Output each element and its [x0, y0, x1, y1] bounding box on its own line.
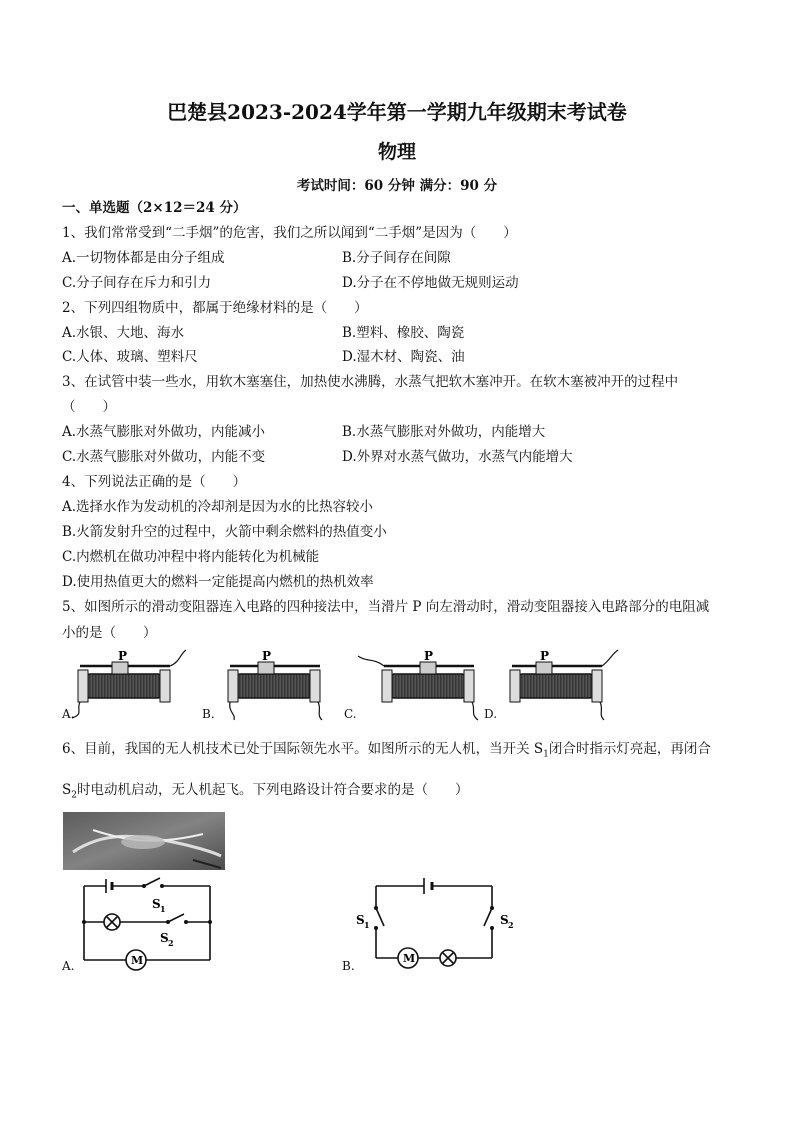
q5-label-a: A.: [62, 707, 75, 721]
q6-stem-text: 6、目前，我国的无人机技术已处于国际领先水平。如图所示的无人机，当开关 S: [62, 741, 544, 757]
q6b-s2-sub: 2: [508, 920, 514, 930]
q6-circuit-b: [352, 872, 522, 976]
q6a-s2-sub: 2: [168, 938, 174, 948]
q1-option-d: D.分子在不停地做无规则运动: [342, 275, 519, 291]
q5-label-d: D.: [484, 707, 498, 721]
q4-option-c: C.内燃机在做功冲程中将内能转化为机械能: [62, 549, 320, 565]
q5-stem-cont: 小的是（ ）: [62, 625, 157, 641]
q2-option-b: B.塑料、橡胶、陶瓷: [342, 325, 465, 341]
q4-option-b: B.火箭发射升空的过程中，火箭中剩余燃料的热值变小: [62, 524, 387, 540]
q3-stem: 3、在试管中装一些水，用软木塞塞住，加热使水沸腾，水蒸气把软木塞冲开。在软木塞被冲开的过程中: [62, 374, 679, 390]
q6b-s1-label: S: [356, 913, 365, 927]
q3-stem-bracket: （ ）: [62, 399, 116, 415]
q6-stem-cont: [62, 781, 468, 805]
q2-stem: 2、下列四组物质中，都属于绝缘材料的是（ ）: [62, 300, 368, 316]
q6b-s1-sub: 1: [364, 920, 370, 930]
q6-label-b: B.: [342, 959, 355, 973]
q6-stem2-rest: 时电动机启动，无人机起飞。下列电路设计符合要求的是（ ）: [76, 782, 469, 798]
q6-stem2-s: S: [62, 782, 72, 798]
q6-stem-sub: 1: [543, 749, 549, 760]
q3-option-d: D.外界对水蒸气做功，水蒸气内能增大: [342, 449, 573, 465]
q6b-s2-label: S: [500, 913, 509, 927]
q5-label-b: B.: [202, 707, 215, 721]
q2-option-d: D.湿木材、陶瓷、油: [342, 349, 465, 365]
q1-option-c: C.分子间存在斥力和引力: [62, 275, 212, 291]
q5-figure-d: [494, 648, 624, 724]
q5-figure-a: [62, 648, 192, 724]
q3-option-c: C.水蒸气膨胀对外做功，内能不变: [62, 449, 266, 465]
exam-subject: 物理: [377, 141, 416, 163]
q4-option-a: A.选择水作为发动机的冷却剂是因为水的比热容较小: [62, 499, 374, 515]
q3-option-b: B.水蒸气膨胀对外做功，内能增大: [342, 424, 546, 440]
q5-figure-a-p: P: [118, 649, 128, 663]
q4-option-d: D.使用热值更大的燃料一定能提高内燃机的热机效率: [62, 574, 374, 590]
q5-figure-c: [356, 648, 486, 724]
q6a-s1-sub: 1: [160, 904, 166, 914]
q2-option-a: A.水银、大地、海水: [62, 325, 185, 341]
q6a-s2-label: S: [160, 931, 169, 945]
exam-info: 考试时间：60 分钟 满分：90 分: [296, 178, 498, 194]
q5-stem: 5、如图所示的滑动变阻器连入电路的四种接法中，当滑片 P 向左滑动时，滑动变阻器接入电路部分的电阻减: [62, 599, 710, 615]
q6a-motor-label: M: [131, 954, 144, 967]
q5-figure-b: [212, 648, 342, 724]
q5-label-c: C.: [344, 707, 357, 721]
q6-stem: [62, 740, 711, 764]
q6a-s1-label: S: [152, 897, 161, 911]
section-heading: 一、单选题（2×12＝24 分）: [62, 200, 247, 216]
q2-option-c: C.人体、玻璃、塑料尺: [62, 349, 198, 365]
q6-stem2-sub: 2: [71, 790, 77, 801]
q3-option-a: A.水蒸气膨胀对外做功，内能减小: [62, 424, 266, 440]
q5-figure-b-p: P: [262, 649, 272, 663]
q6-circuit-a: [70, 874, 230, 974]
q6b-motor-label: M: [403, 952, 416, 965]
exam-title: 巴楚县2023-2024学年第一学期九年级期末考试卷: [167, 100, 627, 124]
drone-photo: [63, 812, 225, 870]
q6-stem-rest: 闭合时指示灯亮起，再闭合: [548, 741, 711, 757]
q1-stem: 1、我们常常受到“二手烟”的危害，我们之所以闻到“二手烟”是因为（ ）: [62, 225, 517, 241]
q1-option-b: B.分子间存在间隙: [342, 250, 451, 266]
q4-stem: 4、下列说法正确的是（ ）: [62, 474, 247, 490]
q1-option-a: A.一切物体都是由分子组成: [62, 250, 225, 266]
q5-figure-c-p: P: [424, 649, 434, 663]
q5-figure-d-p: P: [540, 649, 550, 663]
q6-label-a: A.: [62, 959, 75, 973]
